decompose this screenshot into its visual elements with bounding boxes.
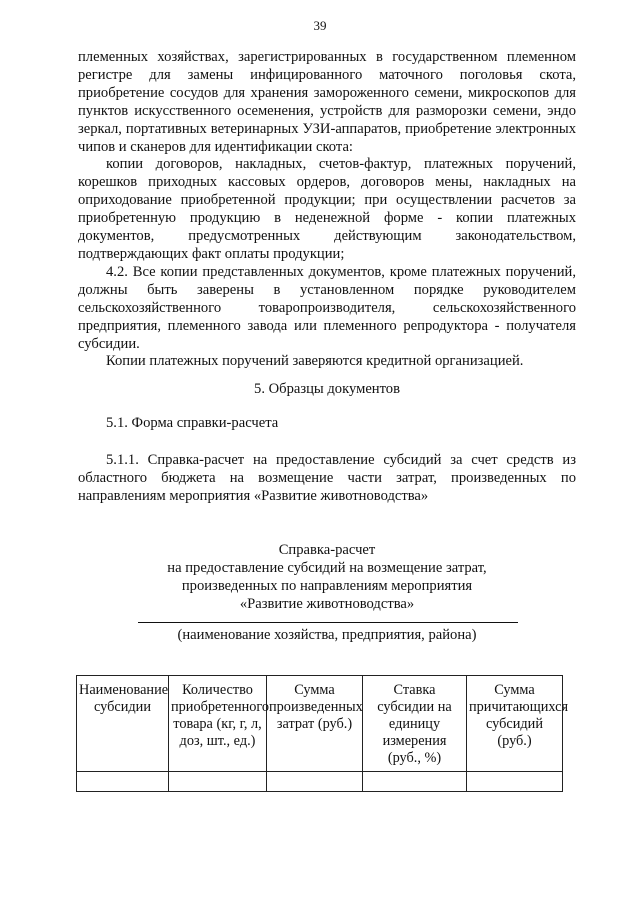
body-text [78,49,576,371]
form-title-line-1: Справка-расчет [278,542,376,558]
table-header-row [77,676,563,772]
table-cell [267,772,363,792]
table-cell [169,772,267,792]
subsection-heading: 5.1. Форма справки-расчета [106,415,279,431]
name-caption: (наименование хозяйства, предприятия, района) [177,627,477,643]
table-row [77,772,563,792]
paragraph-bank-certification: Копии платежных поручений заверяются кредитной организацией. [106,353,524,370]
table-cell [77,772,169,792]
header-subsidy-name: Наименование субсидии [77,676,169,772]
paragraph-document-copies: копии договоров, накладных, счетов-фактур, платежных поручений, корешков приходных кассовых ордеров, договоров мены, накладных на оприходование приобретенной продукции; при осуществлении расчетов за приобретенную продукцию в неденежной форме - копии платежных документов, предусмотренных действующим законодательством, подтверждающих факт оплаты продукции; [78,156,576,262]
clause-5-1-1-block [78,452,576,506]
name-underline [138,622,518,623]
header-subsidy-amount: Сумма причитающихся субсидий (руб.) [467,676,563,772]
header-rate: Ставка субсидии на единицу измерения (руб., %) [363,676,467,772]
table-cell [363,772,467,792]
paragraph-4-2: 4.2. Все копии представленных документов, кроме платежных поручений, должны быть заверены в установленном порядке руководителем сельскохозяйственного товаропроизводителя, сельскохозяйственного предприятия, племенного завода или племенного репродуктора - получателя субсидии. [78,263,576,352]
section-heading: 5. Образцы документов [254,381,400,397]
paragraph-equipment-list: племенных хозяйствах, зарегистрированных в государственном племенном регистре для замены инфицированного маточного поголовья скота, приобретение сосудов для хранения замороженного семени, микроскопов для пунктов искусственного осеменения, устройств для разморозки семени, эндо зеркал, портативных ветеринарных УЗИ-аппаратов, приобретение электронных чипов и сканеров для идентификации скота: [78,49,576,155]
form-title-line-2: на предоставление субсидий на возмещение затрат, [167,560,487,576]
form-title-line-4: «Развитие животноводства» [239,596,415,612]
table-cell [467,772,563,792]
subsidy-table [76,675,569,792]
page-number: 39 [313,18,327,33]
form-title [78,541,576,613]
form-title-line-3: произведенных по направлениям мероприятия [181,578,473,594]
clause-5-1-1: 5.1.1. Справка-расчет на предоставление субсидий за счет средств из областного бюджета на возмещение части затрат, произведенных по направлениям мероприятия «Развитие животноводства» [78,452,576,504]
header-costs: Сумма произведенных затрат (руб.) [267,676,363,772]
header-quantity: Количество приобретенного товара (кг, г, л, доз, шт., ед.) [169,676,267,772]
